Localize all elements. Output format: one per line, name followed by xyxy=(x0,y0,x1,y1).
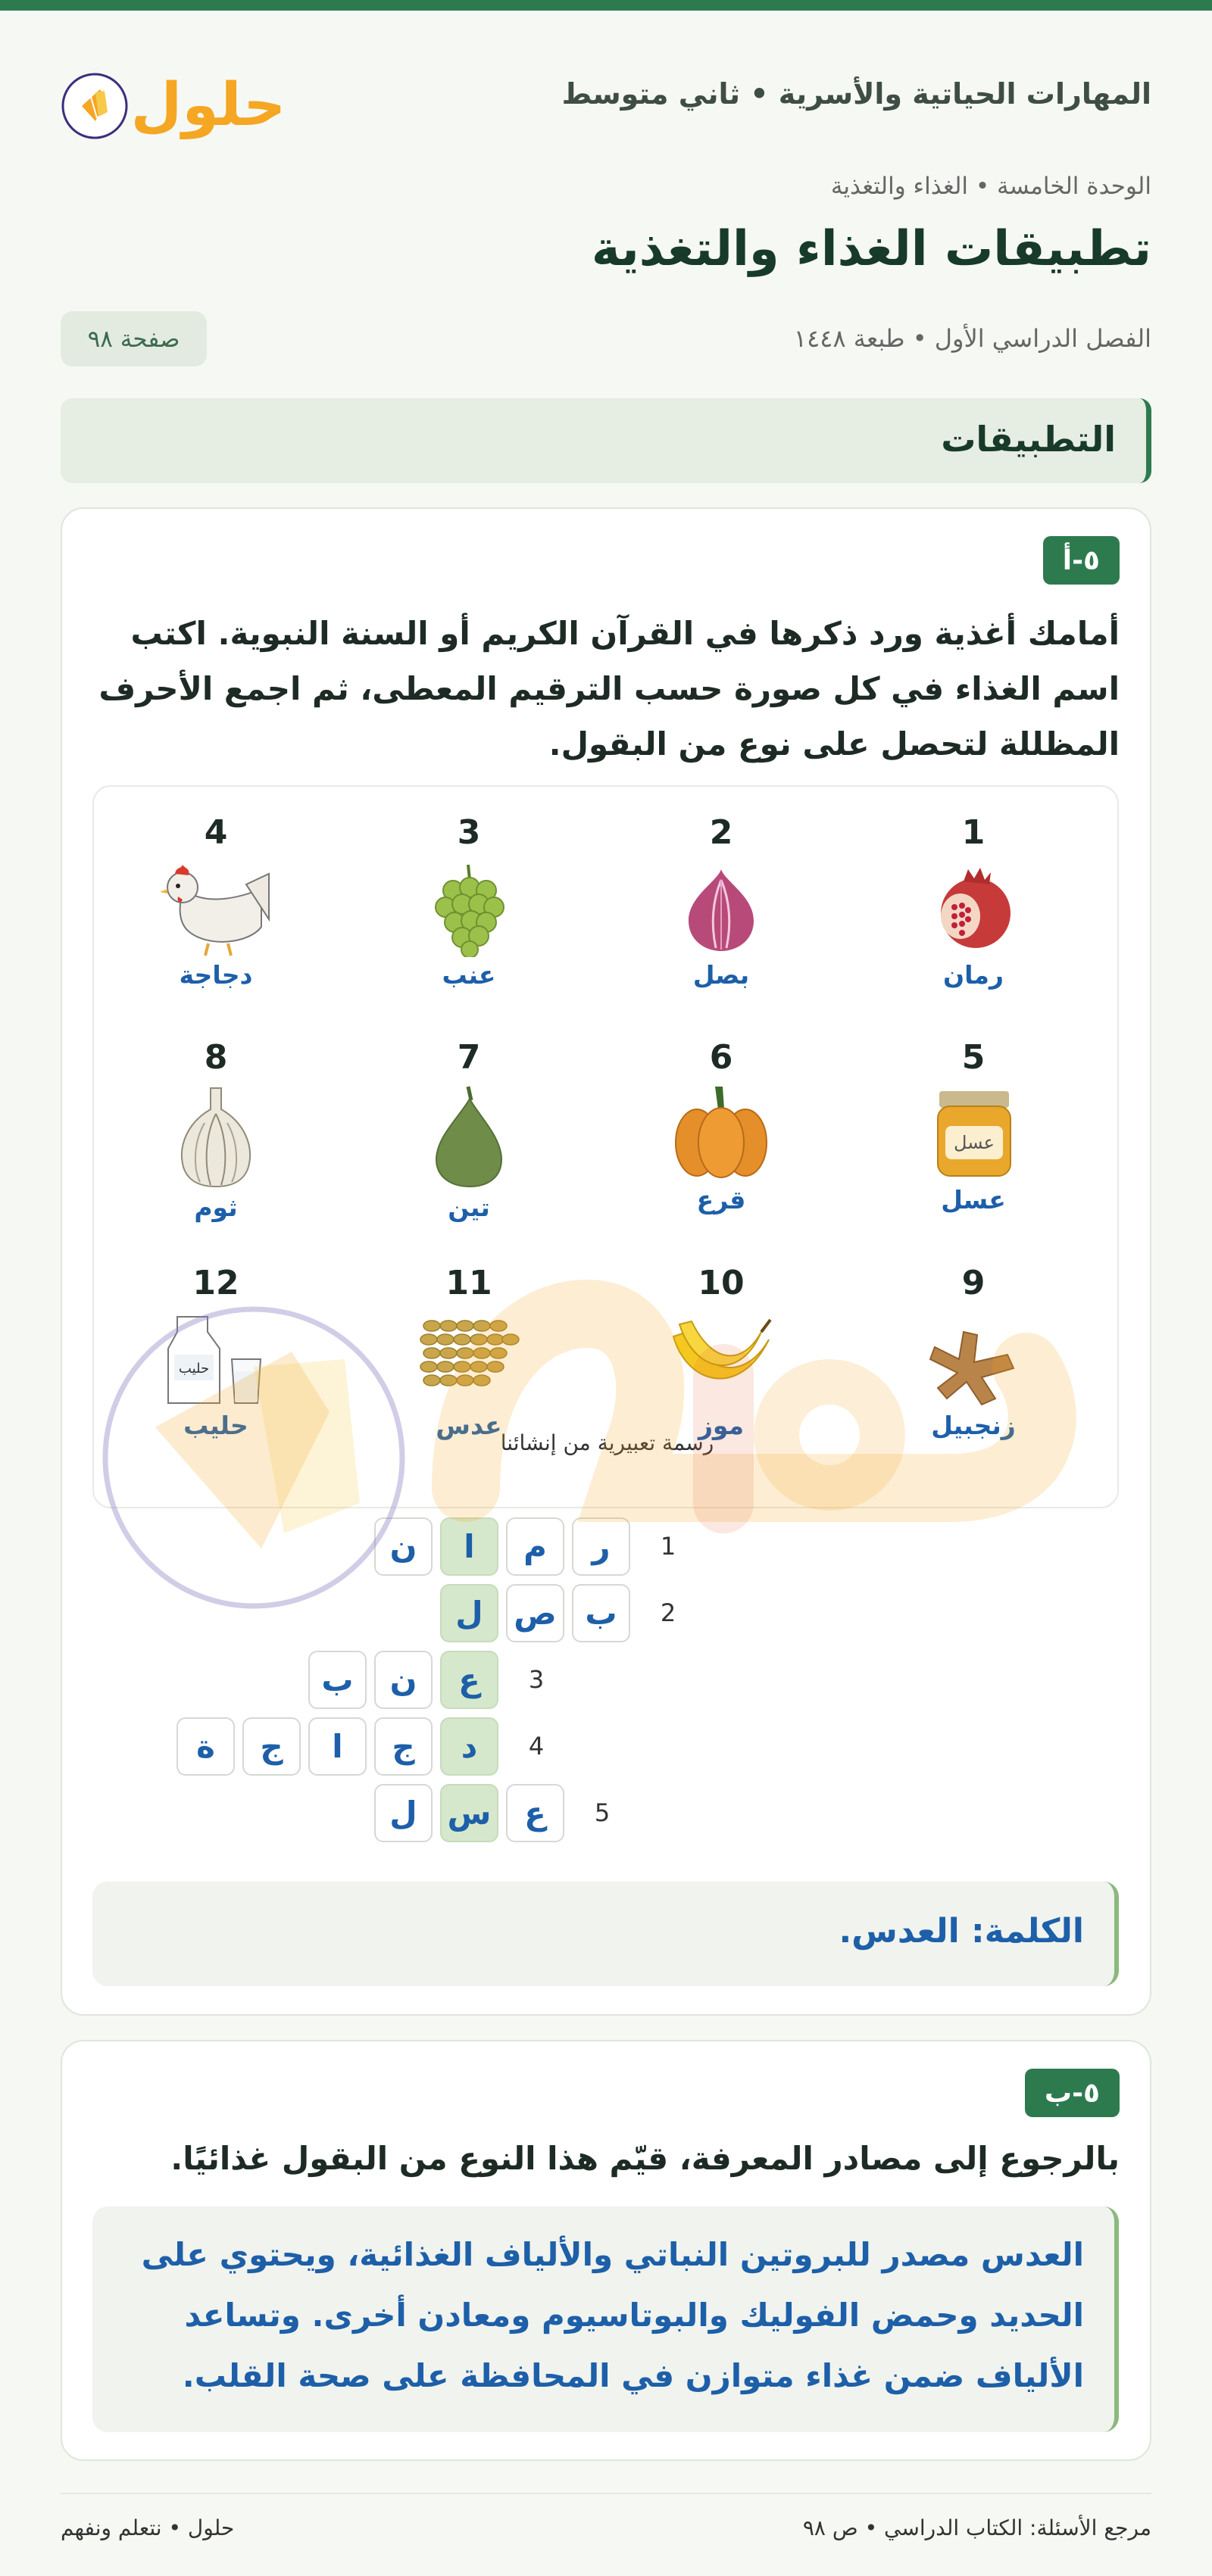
lentils-icon xyxy=(412,1309,526,1408)
food-name: تين xyxy=(448,1193,490,1222)
milk-label: حليب xyxy=(178,1361,210,1377)
food-item xyxy=(608,1038,835,1215)
fig-icon xyxy=(420,1084,518,1190)
puzzle-cell: ب xyxy=(572,1584,630,1642)
top-accent-bar xyxy=(0,0,1212,11)
food-name: حليب xyxy=(183,1411,248,1440)
food-number: 5 xyxy=(961,1038,986,1077)
puzzle-row-number: 5 xyxy=(594,1798,611,1827)
food-name: عدس xyxy=(436,1411,502,1440)
question-b-badge: ٥-ب xyxy=(1025,2069,1120,2117)
section-title: التطبيقات xyxy=(941,419,1116,460)
food-number: 11 xyxy=(445,1264,492,1302)
food-number: 8 xyxy=(204,1038,228,1077)
puzzle-row xyxy=(62,1583,1153,1643)
grapes-icon xyxy=(420,859,518,957)
puzzle-cell: ة xyxy=(176,1717,235,1776)
food-number: 4 xyxy=(204,813,228,852)
food-name: موز xyxy=(698,1411,745,1440)
food-number: 3 xyxy=(457,813,481,852)
question-a-card xyxy=(61,507,1151,2016)
puzzle-cell-highlighted: ل xyxy=(440,1584,498,1642)
puzzle-cell: م xyxy=(506,1517,564,1576)
honey-label: عسل xyxy=(954,1132,995,1153)
banana-icon xyxy=(664,1309,778,1408)
onion-icon xyxy=(672,859,770,957)
food-item xyxy=(860,1038,1087,1215)
food-name: ثوم xyxy=(194,1193,238,1222)
page-number-badge: صفحة ٩٨ xyxy=(61,311,207,366)
footer-divider xyxy=(61,2493,1151,2494)
puzzle-cell-highlighted: د xyxy=(440,1717,498,1776)
ginger-icon xyxy=(917,1309,1030,1408)
page-header xyxy=(61,45,1151,151)
chicken-icon xyxy=(155,859,276,957)
food-name: دجاجة xyxy=(179,960,253,990)
subject-title: المهارات الحياتية والأسرية • ثاني متوسط xyxy=(561,77,1151,111)
food-item xyxy=(860,813,1087,990)
semester-label: الفصل الدراسي الأول • طبعة ١٤٤٨ xyxy=(793,324,1151,353)
food-name: زنجبيل xyxy=(931,1411,1016,1440)
food-item xyxy=(355,1038,583,1222)
puzzle-row-number: 2 xyxy=(660,1598,676,1627)
puzzle-cell: ص xyxy=(506,1584,564,1642)
hulul-logo[interactable] xyxy=(61,53,288,151)
page-title: تطبيقات الغذاء والتغذية xyxy=(591,221,1151,277)
puzzle-cell: ع xyxy=(506,1784,564,1842)
food-number: 7 xyxy=(457,1038,481,1077)
food-item xyxy=(355,813,583,990)
footer-brand: حلول • نتعلم ونفهم xyxy=(61,2515,235,2540)
food-number: 9 xyxy=(961,1264,986,1302)
logo-text: حلول xyxy=(130,71,286,139)
question-a-text: أمامك أغذية ورد ذكرها في القرآن الكريم أو السنة النبوية. اكتب اسم الغذاء في كل صورة حسب الترقيم المعطى، ثم اجمع الأحرف المظللة لتحصل على نوع من البقول. xyxy=(98,615,1120,763)
puzzle-row xyxy=(62,1649,1153,1710)
food-number: 10 xyxy=(698,1264,745,1302)
section-header xyxy=(61,398,1151,483)
pumpkin-icon xyxy=(668,1084,774,1182)
unit-label: الوحدة الخامسة • الغذاء والتغذية xyxy=(830,173,1151,200)
footer-reference: مرجع الأسئلة: الكتاب الدراسي • ص ٩٨ xyxy=(802,2515,1151,2540)
image-caption: رسمة تعبيرية من إنشائنا xyxy=(500,1430,714,1455)
pomegranate-icon xyxy=(924,859,1023,957)
puzzle-row xyxy=(62,1716,1153,1776)
puzzle-cell: ل xyxy=(374,1784,433,1842)
answer-b-box xyxy=(92,2206,1119,2432)
answer-b-text: العدس مصدر للبروتين النباتي والألياف الغذائية، ويحتوي على الحديد وحمض الفوليك والبوتاسيوم ومعادن أخرى. وتساعد الألياف ضمن غذاء متوازن في المحافظة على صحة القلب. xyxy=(141,2236,1084,2394)
food-name: قرع xyxy=(696,1185,746,1215)
food-name: بصل xyxy=(692,960,750,990)
food-number: 2 xyxy=(709,813,733,852)
milk-icon xyxy=(159,1309,273,1408)
food-item xyxy=(102,813,330,990)
puzzle-cell: ب xyxy=(308,1651,367,1709)
puzzle-cell: ا xyxy=(308,1717,367,1776)
puzzle-row-number: 3 xyxy=(528,1665,545,1694)
question-b-text: بالرجوع إلى مصادر المعرفة، قيّم هذا النوع من البقول غذائيًا. xyxy=(170,2140,1120,2177)
food-item xyxy=(608,813,835,990)
question-a-badge: ٥-أ xyxy=(1043,536,1120,585)
puzzle-cell-highlighted: ع xyxy=(440,1651,498,1709)
puzzle-cell-highlighted: ا xyxy=(440,1517,498,1576)
puzzle-cell: ن xyxy=(374,1517,433,1576)
food-name: عنب xyxy=(442,960,496,990)
foods-grid xyxy=(92,785,1119,1508)
food-number: 6 xyxy=(709,1038,733,1077)
puzzle-cell: ج xyxy=(242,1717,301,1776)
puzzle-cell: ج xyxy=(374,1717,433,1776)
food-item xyxy=(860,1264,1087,1440)
puzzle-cell: ر xyxy=(572,1517,630,1576)
puzzle-row-number: 4 xyxy=(528,1732,545,1760)
food-item xyxy=(355,1264,583,1440)
food-item xyxy=(102,1264,330,1440)
puzzle-row xyxy=(62,1782,1153,1843)
food-name: رمان xyxy=(943,960,1004,990)
question-b-card xyxy=(61,2040,1151,2461)
answer-a-text: الكلمة: العدس. xyxy=(839,1912,1084,1951)
letter-puzzle xyxy=(62,1516,1153,1849)
food-item xyxy=(608,1264,835,1440)
puzzle-cell-highlighted: س xyxy=(440,1784,498,1842)
puzzle-row-number: 1 xyxy=(660,1532,676,1561)
honey-jar-icon xyxy=(924,1084,1023,1182)
food-item xyxy=(102,1038,330,1222)
food-number: 12 xyxy=(192,1264,239,1302)
food-name: عسل xyxy=(941,1185,1006,1215)
puzzle-cell: ن xyxy=(374,1651,433,1709)
garlic-icon xyxy=(167,1084,265,1190)
food-number: 1 xyxy=(961,813,986,852)
answer-a-box xyxy=(92,1882,1119,1986)
puzzle-row xyxy=(62,1516,1153,1576)
